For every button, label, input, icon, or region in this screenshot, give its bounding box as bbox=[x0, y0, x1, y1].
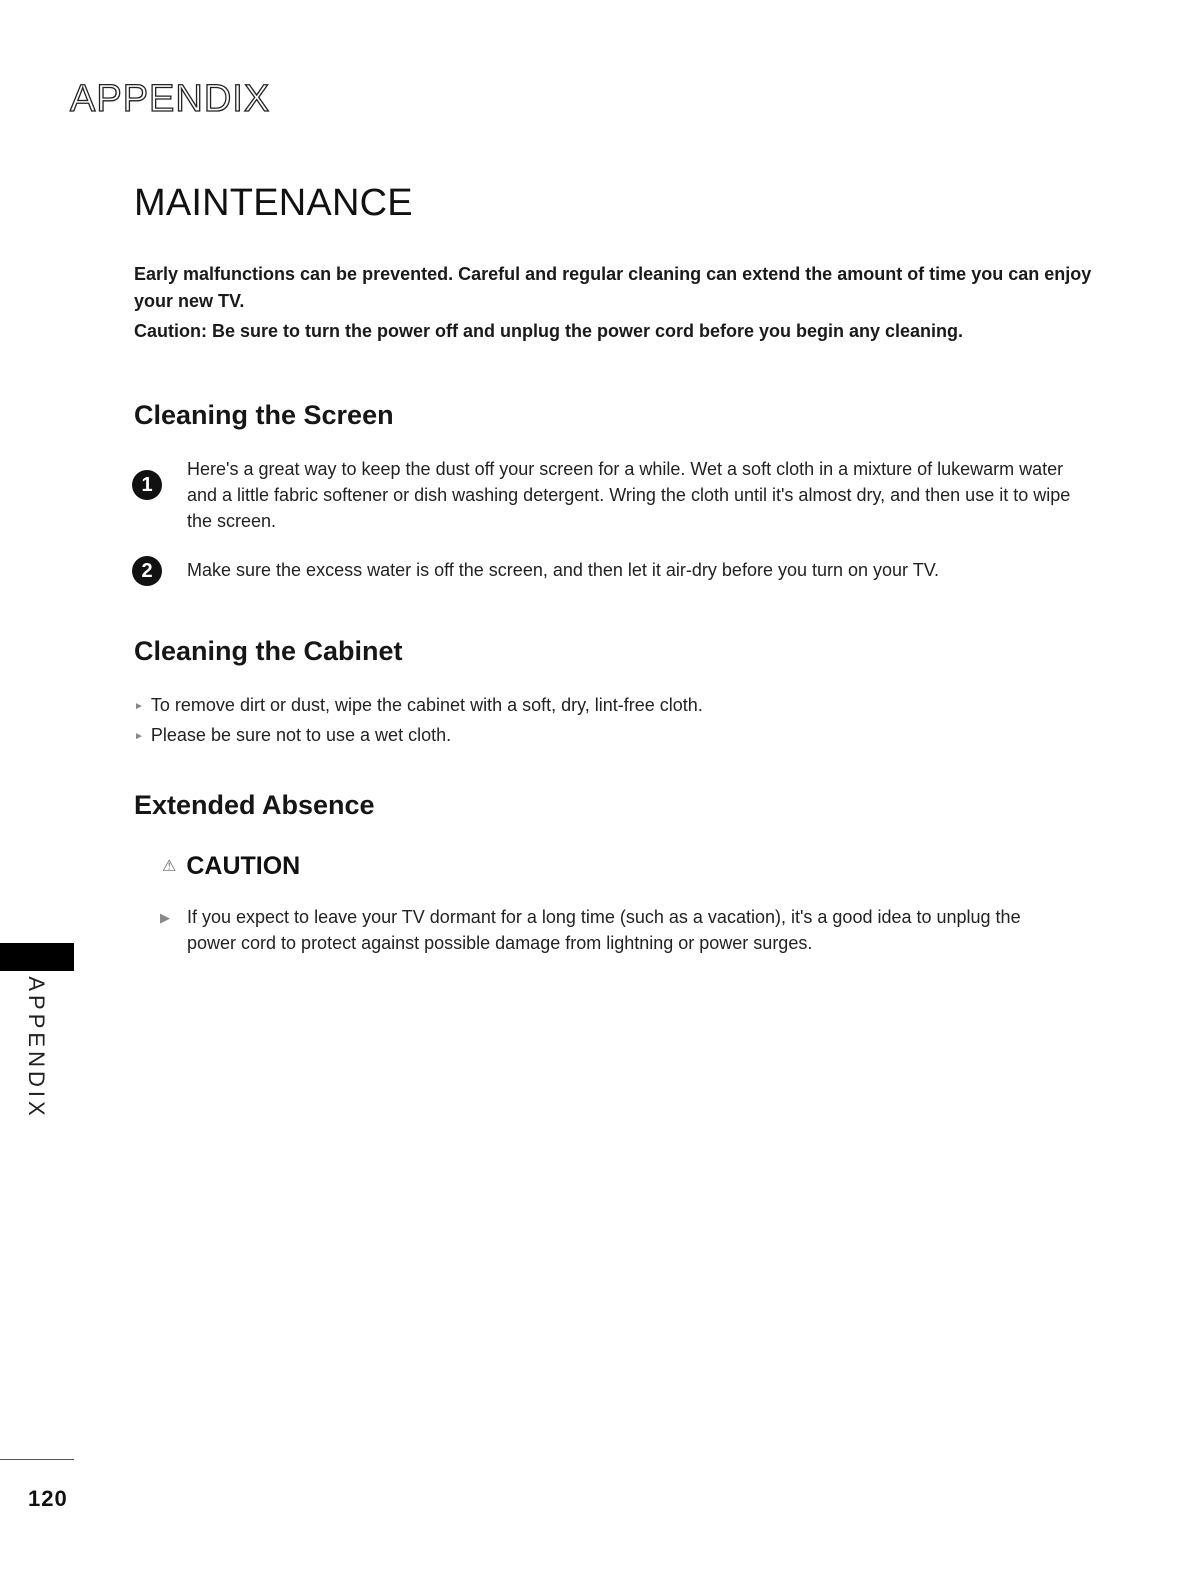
section-header: APPENDIX bbox=[70, 78, 271, 120]
list-item bbox=[134, 692, 703, 722]
caution-label: CAUTION bbox=[186, 852, 301, 880]
list-item-text: To remove dirt or dust, wipe the cabinet with a soft, dry, lint-free cloth. bbox=[150, 695, 703, 715]
step-text-1: Here's a great way to keep the dust off your screen for a while. Wet a soft cloth in a mixture of lukewarm water and a little fabric softener or dish washing detergent. Wring the cloth until it's almost dry, and then use it to wipe the screen. bbox=[187, 459, 1071, 531]
side-tab-label: APPENDIX bbox=[24, 976, 49, 1120]
caution-text: If you expect to leave your TV dormant for a long time (such as a vacation), it's a good idea to unplug the power cord to protect against possible damage from lightning or power surges. bbox=[187, 907, 1021, 953]
footer-divider bbox=[0, 1459, 74, 1460]
side-tab-marker bbox=[0, 943, 74, 971]
intro-text: Early malfunctions can be prevented. Careful and regular cleaning can extend the amount of time you can enjoy your new TV. bbox=[134, 264, 1092, 311]
section-heading-extended-absence: Extended Absence bbox=[134, 790, 375, 820]
caution-title bbox=[162, 852, 300, 881]
list-item bbox=[134, 722, 451, 752]
page-title: MAINTENANCE bbox=[134, 182, 413, 224]
small-arrow-icon: ► bbox=[134, 701, 144, 712]
section-heading-cleaning-screen: Cleaning the Screen bbox=[134, 400, 394, 430]
intro-block bbox=[134, 261, 1094, 345]
small-arrow-icon: ► bbox=[134, 731, 144, 742]
section-heading-cleaning-cabinet: Cleaning the Cabinet bbox=[134, 636, 403, 666]
step-number-1: 1 bbox=[132, 470, 162, 500]
list-item-text: Please be sure not to use a wet cloth. bbox=[150, 725, 452, 745]
page-number: 120 bbox=[28, 1486, 68, 1511]
step-number-2: 2 bbox=[132, 556, 162, 586]
triangle-arrow-icon: ▶ bbox=[160, 910, 170, 925]
warning-icon: ⚠ bbox=[162, 858, 177, 875]
intro-caution: Caution: Be sure to turn the power off and unplug the power cord before you begin any cleaning. bbox=[134, 321, 964, 341]
step-text-2: Make sure the excess water is off the screen, and then let it air-dry before you turn on your TV. bbox=[187, 560, 940, 580]
